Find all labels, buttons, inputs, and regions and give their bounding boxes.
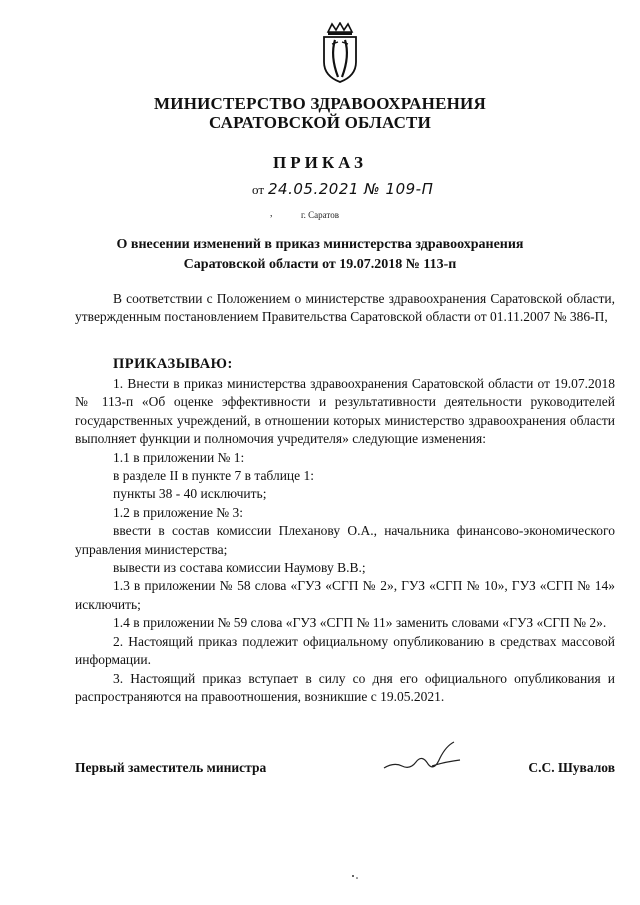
date-prefix: от: [252, 182, 265, 197]
intro-paragraph: [75, 290, 615, 327]
subject-line1: О внесении изменений в приказ министерства здравоохранения: [116, 237, 524, 252]
order-item-1-4: 1.4 в приложении № 59 слова «ГУЗ «СГП № 11» заменить словами «ГУЗ «СГП № 2».: [113, 615, 607, 631]
signature-block: [75, 756, 615, 786]
city-name: г. Саратов: [301, 210, 339, 220]
order-item-1-1-points: пункты 38 - 40 исключить;: [113, 486, 267, 502]
intro-text: В соответствии с Положением о министерстве здравоохранения Саратовской области, утвержденным постановлением Правительства Саратовской области от 01.11.2007 № 386-П,: [75, 291, 615, 325]
saratov-coat-of-arms-icon: [318, 22, 362, 84]
order-subject: [60, 235, 580, 275]
order-date-line: [252, 180, 433, 198]
order-city: [0, 210, 640, 220]
ministry-name-line1: МИНИСТЕРСТВО ЗДРАВООХРАНЕНИЯ: [154, 94, 486, 113]
order-item-1-2: 1.2 в приложение № 3:: [113, 504, 244, 520]
order-item-1-3: 1.3 в приложении № 58 слова «ГУЗ «СГП № 2», ГУЗ «СГП № 10», ГУЗ «СГП № 14» исключить;: [75, 578, 615, 612]
order-title: ПРИКАЗ: [273, 153, 367, 172]
signatory-position: Первый заместитель министра: [75, 760, 267, 775]
signatory-name: С.С. Шувалов: [528, 760, 615, 775]
order-items: [75, 375, 615, 706]
order-item-1-2-remove: вывести из состава комиссии Наумову В.В.;: [113, 560, 366, 576]
handwritten-date-number: 24.05.2021 № 109-П: [268, 180, 434, 198]
order-item-1-2-add: ввести в состав комиссии Плеханову О.А., начальника финансово-экономического управления министерства;: [75, 523, 615, 557]
scan-mark: ,: [270, 208, 273, 219]
subject-line2: Саратовской области от 19.07.2018 № 113-п: [183, 257, 457, 272]
order-item-2: 2. Настоящий приказ подлежит официальному опубликованию в средствах массовой информации.: [75, 633, 615, 668]
handwritten-signature-icon: [380, 736, 470, 776]
order-directive-word: ПРИКАЗЫВАЮ:: [113, 356, 233, 372]
order-item-1-1: 1.1 в приложении № 1:: [113, 449, 245, 465]
order-item-3: 3. Настоящий приказ вступает в силу со дня его официального опубликования и распространяются на правоотношения, возникшие с 19.05.2021.: [75, 670, 615, 704]
ministry-name-line2: САРАТОВСКОЙ ОБЛАСТИ: [208, 113, 432, 132]
scan-speck: [350, 872, 360, 882]
order-item-1: 1. Внести в приказ министерства здравоохранения Саратовской области от 19.07.2018 № 113-п «Об оценке эффективности и результативности деятельности руководителей государственных учреждений, в отношении которых министерство здравоохранения области выполняет функции и полномочия учредителя» следующие изменения:: [75, 376, 615, 447]
order-item-1-1-section: в разделе II в пункте 7 в таблице 1:: [113, 468, 315, 484]
